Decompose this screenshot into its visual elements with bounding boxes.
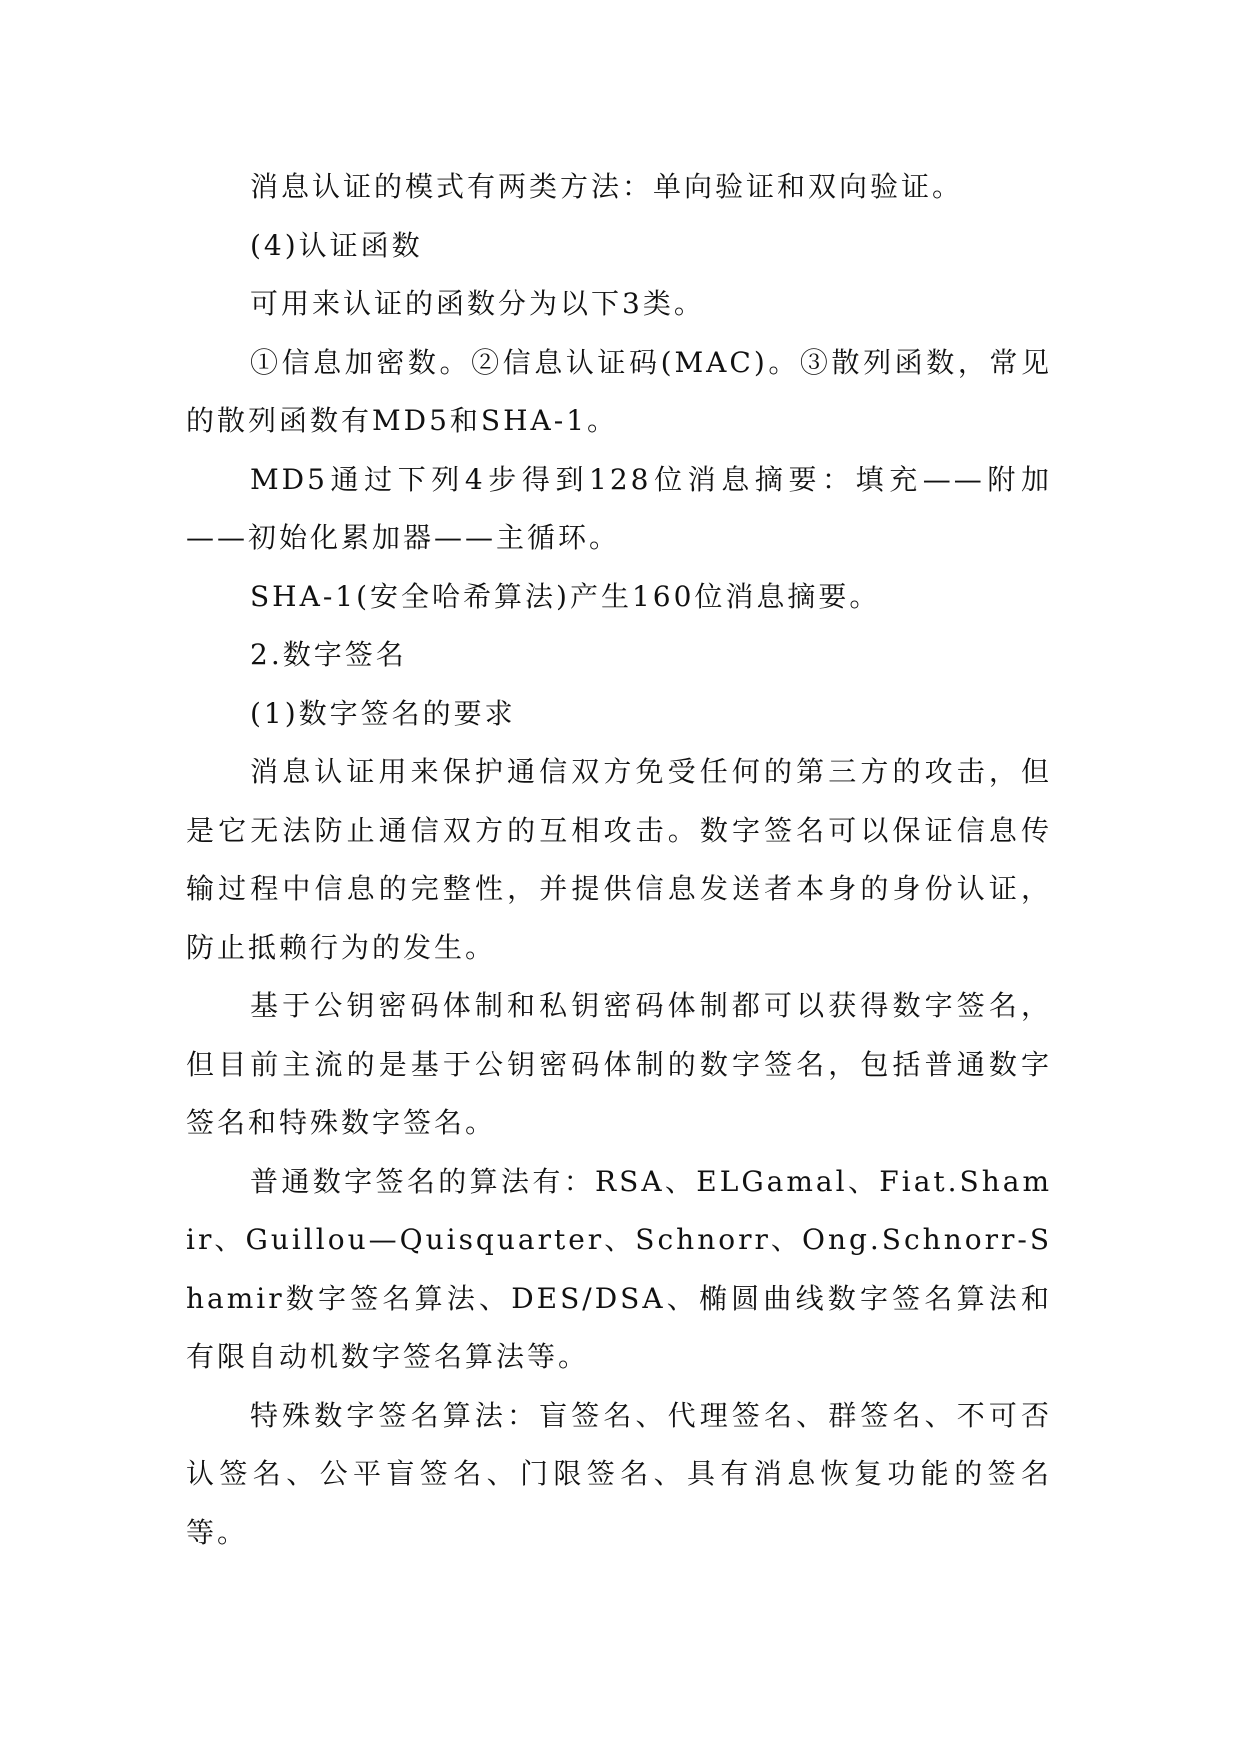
paragraph-special-algorithms: 特殊数字签名算法：盲签名、代理签名、群签名、不可否认签名、公平盲签名、门限签名、具有消息恢复功能的签名等。 [186, 1398, 1052, 1549]
paragraph-signature-types: 基于公钥密码体制和私钥密码体制都可以获得数字签名，但目前主流的是基于公钥密码体制的数字签名，包括普通数字签名和特殊数字签名。 [186, 989, 1052, 1139]
heading-auth-functions: (4)认证函数 [250, 228, 423, 262]
paragraph-function-list: ①信息加密数。②信息认证码(MAC)。③散列函数，常见的散列函数有MD5和SHA-1。 [186, 345, 1052, 437]
paragraph-common-algorithms: 普通数字签名的算法有：RSA、ELGamal、Fiat.Shamir、Guillou—Quisquarter、Schnorr、Ong.Schnorr-Shamir数字签名算法、DES/DSA、椭圆曲线数字签名算法和有限自动机数字签名算法等。 [186, 1164, 1052, 1373]
paragraph-function-categories: 可用来认证的函数分为以下3类。 [250, 287, 705, 320]
paragraph-auth-modes: 消息认证的模式有两类方法：单向验证和双向验证。 [250, 170, 964, 203]
paragraph-signature-purpose: 消息认证用来保护通信双方免受任何的第三方的攻击，但是它无法防止通信双方的互相攻击。数字签名可以保证信息传输过程中信息的完整性，并提供信息发送者本身的身份认证，防止抵赖行为的发生。 [186, 755, 1052, 964]
paragraph-md5: MD5通过下列4步得到128位消息摘要：填充——附加——初始化累加器——主循环。 [186, 462, 1052, 554]
paragraph-sha1: SHA-1(安全哈希算法)产生160位消息摘要。 [250, 579, 881, 613]
document-body [186, 158, 1052, 1562]
heading-digital-signature: 2.数字签名 [250, 638, 407, 671]
heading-signature-requirements: (1)数字签名的要求 [250, 696, 516, 730]
